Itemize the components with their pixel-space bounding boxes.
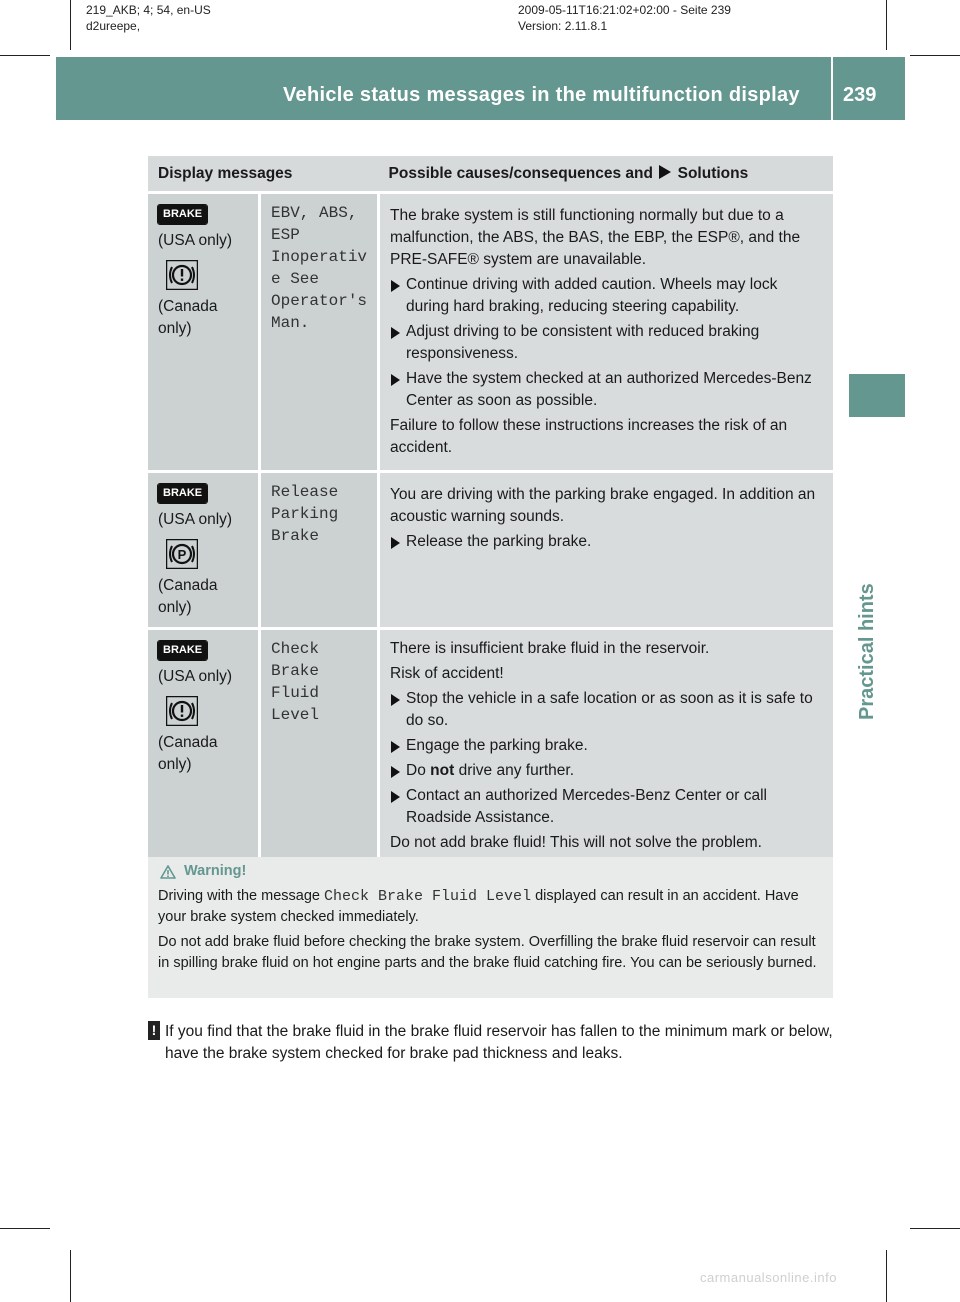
crop-mark — [886, 0, 887, 50]
display-message-inline: Check Brake Fluid Level — [324, 888, 532, 905]
crop-mark — [0, 1228, 50, 1229]
risk-text: Risk of accident! — [390, 665, 504, 682]
svg-text:P: P — [177, 547, 187, 562]
description-text: Do not add brake fluid! This will not solve the problem. — [390, 834, 762, 851]
table-row — [148, 472, 833, 629]
crop-mark — [0, 55, 50, 56]
description-text: Failure to follow these instructions increases the risk of an accident. — [390, 417, 788, 456]
footer-watermark: carmanualsonline.info — [700, 1270, 837, 1285]
table-row — [148, 193, 833, 472]
display-message-text: Release Parking Brake — [271, 483, 339, 545]
region-label: (USA only) — [158, 668, 233, 685]
region-label: (USA only) — [158, 511, 233, 528]
description-text: You are driving with the parking brake engaged. In addition an acoustic warning sounds. — [390, 486, 816, 525]
print-meta-right — [518, 2, 731, 34]
solution-step: Engage the parking brake. — [390, 735, 823, 757]
message-cell — [260, 629, 379, 866]
warning-paragraph — [158, 886, 825, 928]
brake-circle-exclamation-icon — [166, 260, 198, 290]
print-meta-left — [86, 2, 211, 34]
indicator-cell — [148, 472, 260, 629]
warning-paragraph: Do not add brake fluid before checking the brake system. Overfilling the brake fluid reservoir can result in spilling brake fluid on hot engine parts and the brake fluid catching fire. You can be seriously burned. — [158, 934, 817, 971]
column-header-causes-solutions — [379, 156, 833, 193]
solution-step: Release the parking brake. — [390, 531, 823, 553]
meta-line: Version: 2.11.8.1 — [518, 19, 608, 33]
crop-mark — [910, 1228, 960, 1229]
warning-header — [160, 861, 825, 882]
display-message-text: EBV, ABS, ESP Inoperativ e See Operator's Man. — [271, 204, 368, 332]
warning-text: displayed can result in an accident. Have your brake system checked immediately. — [158, 888, 799, 925]
status-messages-table — [148, 156, 833, 865]
indicator-cell — [148, 193, 260, 472]
notice-text: If you find that the brake fluid in the brake fluid reservoir has fallen to the minimum mark or below, have the brake system checked for brake pad thickness and leaks. — [165, 1023, 833, 1062]
crop-mark — [886, 1250, 887, 1302]
display-message-text: Check Brake Fluid Level — [271, 640, 320, 724]
step-text: Do — [406, 762, 426, 779]
section-label: Practical hints — [856, 583, 878, 720]
header-text: Possible causes/consequences and — [388, 165, 653, 182]
message-cell — [260, 472, 379, 629]
exclamation-icon: ! — [148, 1021, 160, 1040]
brake-circle-exclamation-icon — [166, 696, 198, 726]
description-text: There is insufficient brake fluid in the reservoir. — [390, 640, 710, 657]
meta-line: 219_AKB; 4; 54, en-US — [86, 3, 211, 17]
notice-paragraph — [148, 1021, 838, 1065]
crop-mark — [70, 0, 71, 50]
brake-warning-icon: BRAKE — [158, 641, 207, 660]
emphasis-text: not — [430, 762, 455, 779]
crop-mark — [70, 1250, 71, 1302]
crop-mark — [910, 55, 960, 56]
column-header-display-messages: Display messages — [148, 156, 379, 193]
message-cell — [260, 193, 379, 472]
solution-step — [390, 760, 823, 782]
meta-line: 2009-05-11T16:21:02+02:00 - Seite 239 — [518, 3, 731, 17]
page-title: Vehicle status messages in the multifunction display — [283, 84, 800, 106]
header-divider — [831, 57, 833, 120]
step-text: drive any further. — [458, 762, 575, 779]
description-cell — [379, 193, 833, 472]
table-row — [148, 629, 833, 866]
region-label: (Canada only) — [158, 577, 218, 616]
page-number: 239 — [843, 84, 877, 106]
header-text: Solutions — [677, 165, 749, 182]
solution-step: Continue driving with added caution. Wheels may lock during hard braking, reducing steering capability. — [390, 274, 823, 318]
solution-step: Contact an authorized Mercedes-Benz Center or call Roadside Assistance. — [390, 785, 823, 829]
description-cell — [379, 472, 833, 629]
parking-brake-icon — [166, 539, 198, 569]
meta-line: d2ureepe, — [86, 19, 141, 33]
brake-warning-icon: BRAKE — [158, 205, 207, 224]
warning-triangle-icon — [160, 865, 176, 879]
solution-step: Have the system checked at an authorized Mercedes-Benz Center as soon as possible. — [390, 368, 823, 412]
description-cell — [379, 629, 833, 866]
solution-step: Adjust driving to be consistent with reduced braking responsiveness. — [390, 321, 823, 365]
warning-title: Warning! — [184, 863, 247, 879]
warning-text: Driving with the message — [158, 888, 320, 904]
arrow-right-icon — [659, 165, 671, 179]
region-label: (Canada only) — [158, 298, 218, 337]
warning-box — [148, 857, 833, 998]
description-text: The brake system is still functioning normally but due to a malfunction, the ABS, the BAS, the EBP, the ESP®, and the PRE-SAFE® system are unavailable. — [390, 207, 801, 268]
section-tab — [849, 374, 905, 417]
region-label: (USA only) — [158, 232, 233, 249]
solution-step: Stop the vehicle in a safe location or as soon as it is safe to do so. — [390, 688, 823, 732]
region-label: (Canada only) — [158, 734, 218, 773]
brake-warning-icon: BRAKE — [158, 484, 207, 503]
indicator-cell — [148, 629, 260, 866]
